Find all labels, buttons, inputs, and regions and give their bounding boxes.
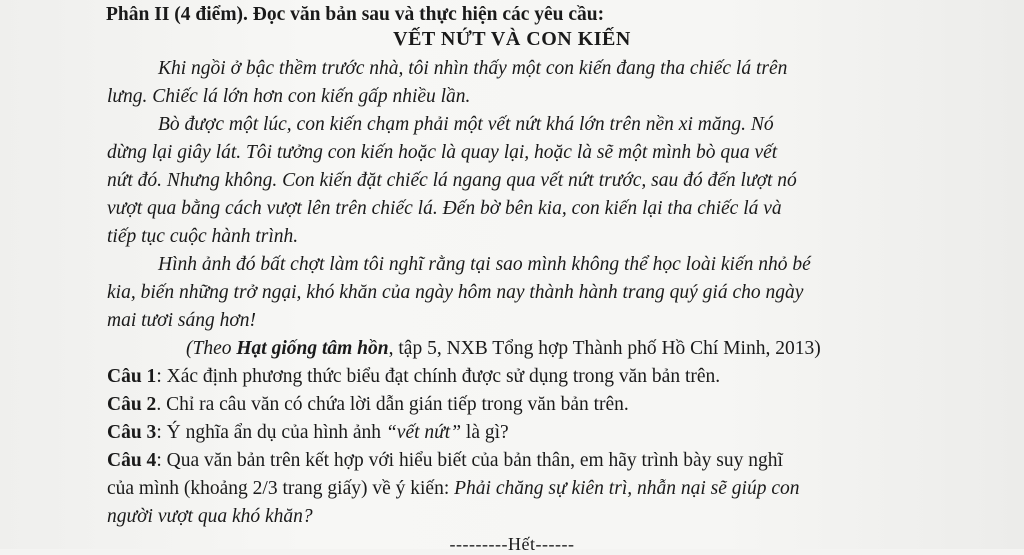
question-text: Ý nghĩa ẩn dụ của hình ảnh (166, 422, 386, 443)
question-text: của mình (khoảng 2/3 trang giấy) về ý kiến: (107, 478, 455, 499)
passage-line-6: vượt qua bằng cách vượt lên trên chiếc lá. Đến bờ bên kia, con kiến lại tha chiếc lá và (107, 198, 782, 219)
question-label: Câu 1 (107, 366, 157, 387)
question-text: Xác định phương thức biểu đạt chính được sử dụng trong văn bản trên. (166, 366, 721, 387)
source-prefix: (Theo (186, 338, 237, 359)
question-separator: : (156, 450, 167, 471)
question-4 (107, 449, 783, 473)
question-label: Câu 4 (107, 450, 157, 471)
section-heading: Phân II (4 điểm). Đọc văn bản sau và thực hiện các yêu cầu: (106, 4, 605, 25)
question-4-line-3: người vượt qua khó khăn? (107, 506, 313, 527)
passage-line-8: Hình ảnh đó bất chợt làm tôi nghĩ rằng tại sao mình không thể học loài kiến nhỏ bé (158, 254, 811, 275)
source-citation (186, 337, 821, 361)
source-suffix: , tập 5, NXB Tổng hợp Thành phố Hồ Chí Minh, 2013) (388, 338, 821, 359)
question-quote: “vết nứt” (385, 422, 462, 443)
passage-line-3: Bò được một lúc, con kiến chạm phải một vết nứt khá lớn trên nền xi măng. Nó (158, 114, 774, 135)
passage-line-10: mai tươi sáng hơn! (107, 310, 256, 331)
end-mark: ---------Hết------ (449, 534, 575, 554)
question-separator: . (156, 394, 167, 415)
question-separator: : (156, 422, 167, 443)
passage-line-5: nứt đó. Nhưng không. Con kiến đặt chiếc lá ngang qua vết nứt trước, sau đó đến lượt nó (107, 170, 797, 191)
question-label: Câu 3 (107, 422, 157, 443)
question-3 (107, 421, 509, 445)
story-title: VẾT NỨT VÀ CON KIẾN (393, 28, 631, 50)
passage-line-2: lưng. Chiếc lá lớn hơn con kiến gấp nhiều lần. (107, 86, 471, 107)
question-text: Chỉ ra câu văn có chứa lời dẫn gián tiếp trong văn bản trên. (166, 394, 629, 415)
passage-line-1: Khi ngồi ở bậc thềm trước nhà, tôi nhìn thấy một con kiến đang tha chiếc lá trên (158, 58, 788, 79)
passage-line-4: dừng lại giây lát. Tôi tưởng con kiến hoặc là quay lại, hoặc là sẽ một mình bò qua vết (107, 142, 778, 163)
question-2 (107, 393, 629, 417)
question-text: Qua văn bản trên kết hợp với hiểu biết của bản thân, em hãy trình bày suy nghĩ (166, 450, 783, 471)
question-opinion: Phải chăng sự kiên trì, nhẫn nại sẽ giúp con (454, 478, 800, 499)
passage-line-9: kia, biến những trở ngại, khó khăn của ngày hôm nay thành hành trang quý giá cho ngày (107, 282, 804, 303)
question-text-end: là gì? (461, 422, 509, 443)
passage-line-7: tiếp tục cuộc hành trình. (107, 226, 299, 247)
question-1 (107, 365, 720, 389)
question-4-line-2 (107, 477, 799, 501)
question-label: Câu 2 (107, 394, 157, 415)
source-book-title: Hạt giống tâm hồn (236, 338, 389, 359)
question-separator: : (156, 366, 167, 387)
